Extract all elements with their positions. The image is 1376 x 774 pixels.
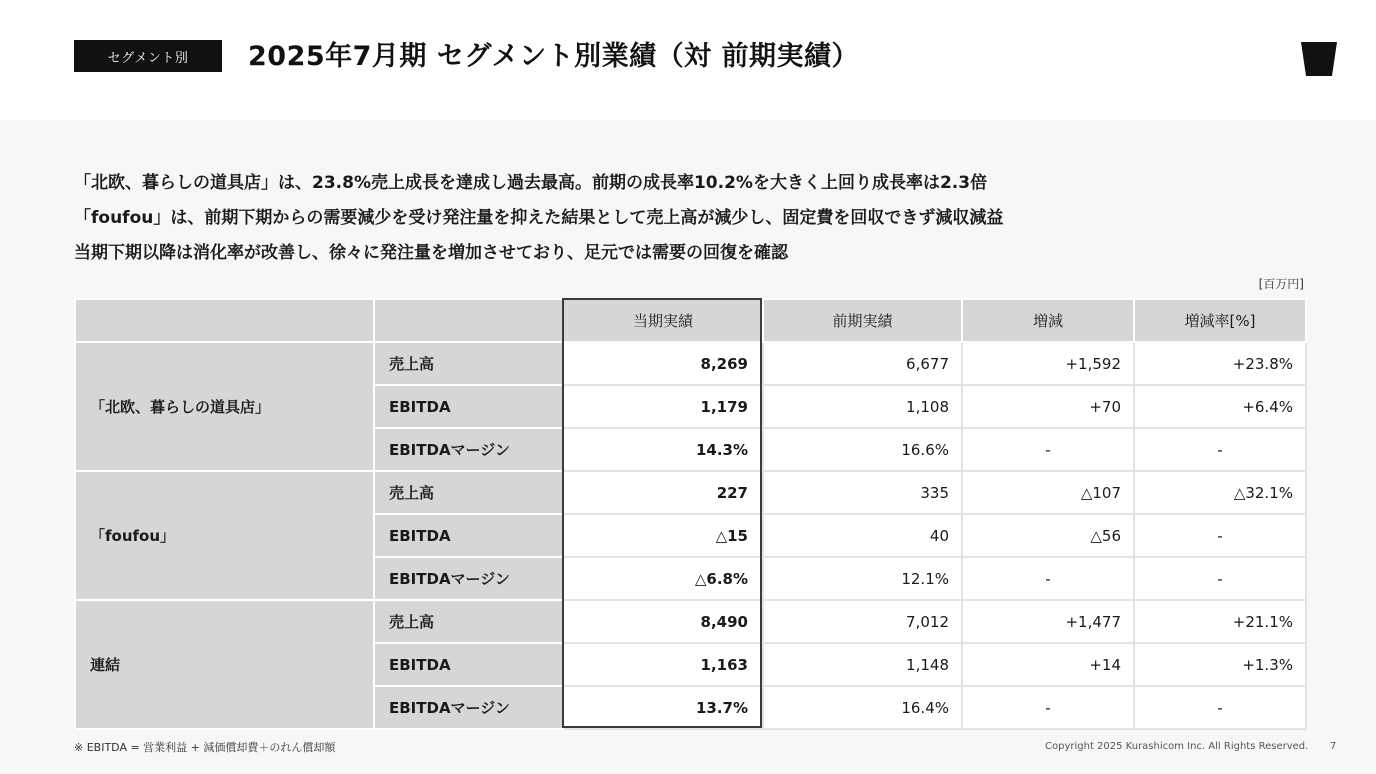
rate-value: - xyxy=(1134,428,1306,471)
previous-value: 1,108 xyxy=(763,385,962,428)
segment-name: 「北欧、暮らしの道具店」 xyxy=(75,342,374,471)
previous-value: 12.1% xyxy=(763,557,962,600)
table-row xyxy=(75,471,1306,514)
rate-value: +6.4% xyxy=(1134,385,1306,428)
change-value: - xyxy=(962,686,1134,729)
previous-value: 335 xyxy=(763,471,962,514)
column-header-rate: 増減率[%] xyxy=(1134,299,1306,342)
current-value: △6.8% xyxy=(563,557,763,600)
current-value: 8,490 xyxy=(563,600,763,643)
current-value: 1,163 xyxy=(563,643,763,686)
metric-label: EBITDA xyxy=(374,514,563,557)
metric-label: EBITDAマージン xyxy=(374,686,563,729)
metric-label: EBITDAマージン xyxy=(374,557,563,600)
metric-label: 売上高 xyxy=(374,342,563,385)
segment-name: 連結 xyxy=(75,600,374,729)
current-value: 14.3% xyxy=(563,428,763,471)
column-header-current: 当期実績 xyxy=(563,299,763,342)
current-value: 8,269 xyxy=(563,342,763,385)
rate-value: +1.3% xyxy=(1134,643,1306,686)
rate-value: +23.8% xyxy=(1134,342,1306,385)
rate-value: +21.1% xyxy=(1134,600,1306,643)
summary-line: 「foufou」は、前期下期からの需要減少を受け発注量を抑えた結果として売上高が減少し、固定費を回収できず減収減益 xyxy=(74,208,1004,228)
table-row xyxy=(75,600,1306,643)
change-value: +1,592 xyxy=(962,342,1134,385)
summary-line: 当期下期以降は消化率が改善し、徐々に発注量を増加させており、足元では需要の回復を確認 xyxy=(74,243,788,263)
previous-value: 16.4% xyxy=(763,686,962,729)
previous-value: 1,148 xyxy=(763,643,962,686)
metric-label: EBITDAマージン xyxy=(374,428,563,471)
change-value: △56 xyxy=(962,514,1134,557)
current-value: 1,179 xyxy=(563,385,763,428)
column-header-segment xyxy=(75,299,374,342)
change-value: - xyxy=(962,428,1134,471)
previous-value: 16.6% xyxy=(763,428,962,471)
segment-results-table xyxy=(74,298,1307,730)
column-header-previous: 前期実績 xyxy=(763,299,962,342)
rate-value: - xyxy=(1134,557,1306,600)
change-value: △107 xyxy=(962,471,1134,514)
change-value: +1,477 xyxy=(962,600,1134,643)
current-value: △15 xyxy=(563,514,763,557)
change-value: +70 xyxy=(962,385,1134,428)
column-header-metric xyxy=(374,299,563,342)
metric-label: EBITDA xyxy=(374,385,563,428)
segment-name: 「foufou」 xyxy=(75,471,374,600)
section-badge: セグメント別 xyxy=(74,40,222,72)
unit-label: [百万円] xyxy=(1258,277,1304,291)
table-header-row xyxy=(75,299,1306,342)
metric-label: EBITDA xyxy=(374,643,563,686)
rate-value: - xyxy=(1134,514,1306,557)
page-number: 7 xyxy=(1330,741,1337,752)
slide-header xyxy=(0,0,1376,120)
previous-value: 7,012 xyxy=(763,600,962,643)
rate-value: △32.1% xyxy=(1134,471,1306,514)
cup-logo-icon xyxy=(1300,41,1338,77)
previous-value: 6,677 xyxy=(763,342,962,385)
summary-text xyxy=(74,166,1003,271)
change-value: +14 xyxy=(962,643,1134,686)
rate-value: - xyxy=(1134,686,1306,729)
change-value: - xyxy=(962,557,1134,600)
column-header-change: 増減 xyxy=(962,299,1134,342)
metric-label: 売上高 xyxy=(374,471,563,514)
summary-line: 「北欧、暮らしの道具店」は、23.8%売上成長を達成し過去最高。前期の成長率10.2%を大きく上回り成長率は2.3倍 xyxy=(74,173,988,193)
current-value: 13.7% xyxy=(563,686,763,729)
current-value: 227 xyxy=(563,471,763,514)
page-title: 2025年7月期 セグメント別業績（対 前期実績） xyxy=(248,41,859,72)
copyright: Copyright 2025 Kurashicom Inc. All Rights Reserved. xyxy=(1045,741,1309,752)
footnote: ※ EBITDA = 営業利益 + 減価償却費＋のれん償却額 xyxy=(74,741,336,754)
previous-value: 40 xyxy=(763,514,962,557)
table-row xyxy=(75,342,1306,385)
metric-label: 売上高 xyxy=(374,600,563,643)
